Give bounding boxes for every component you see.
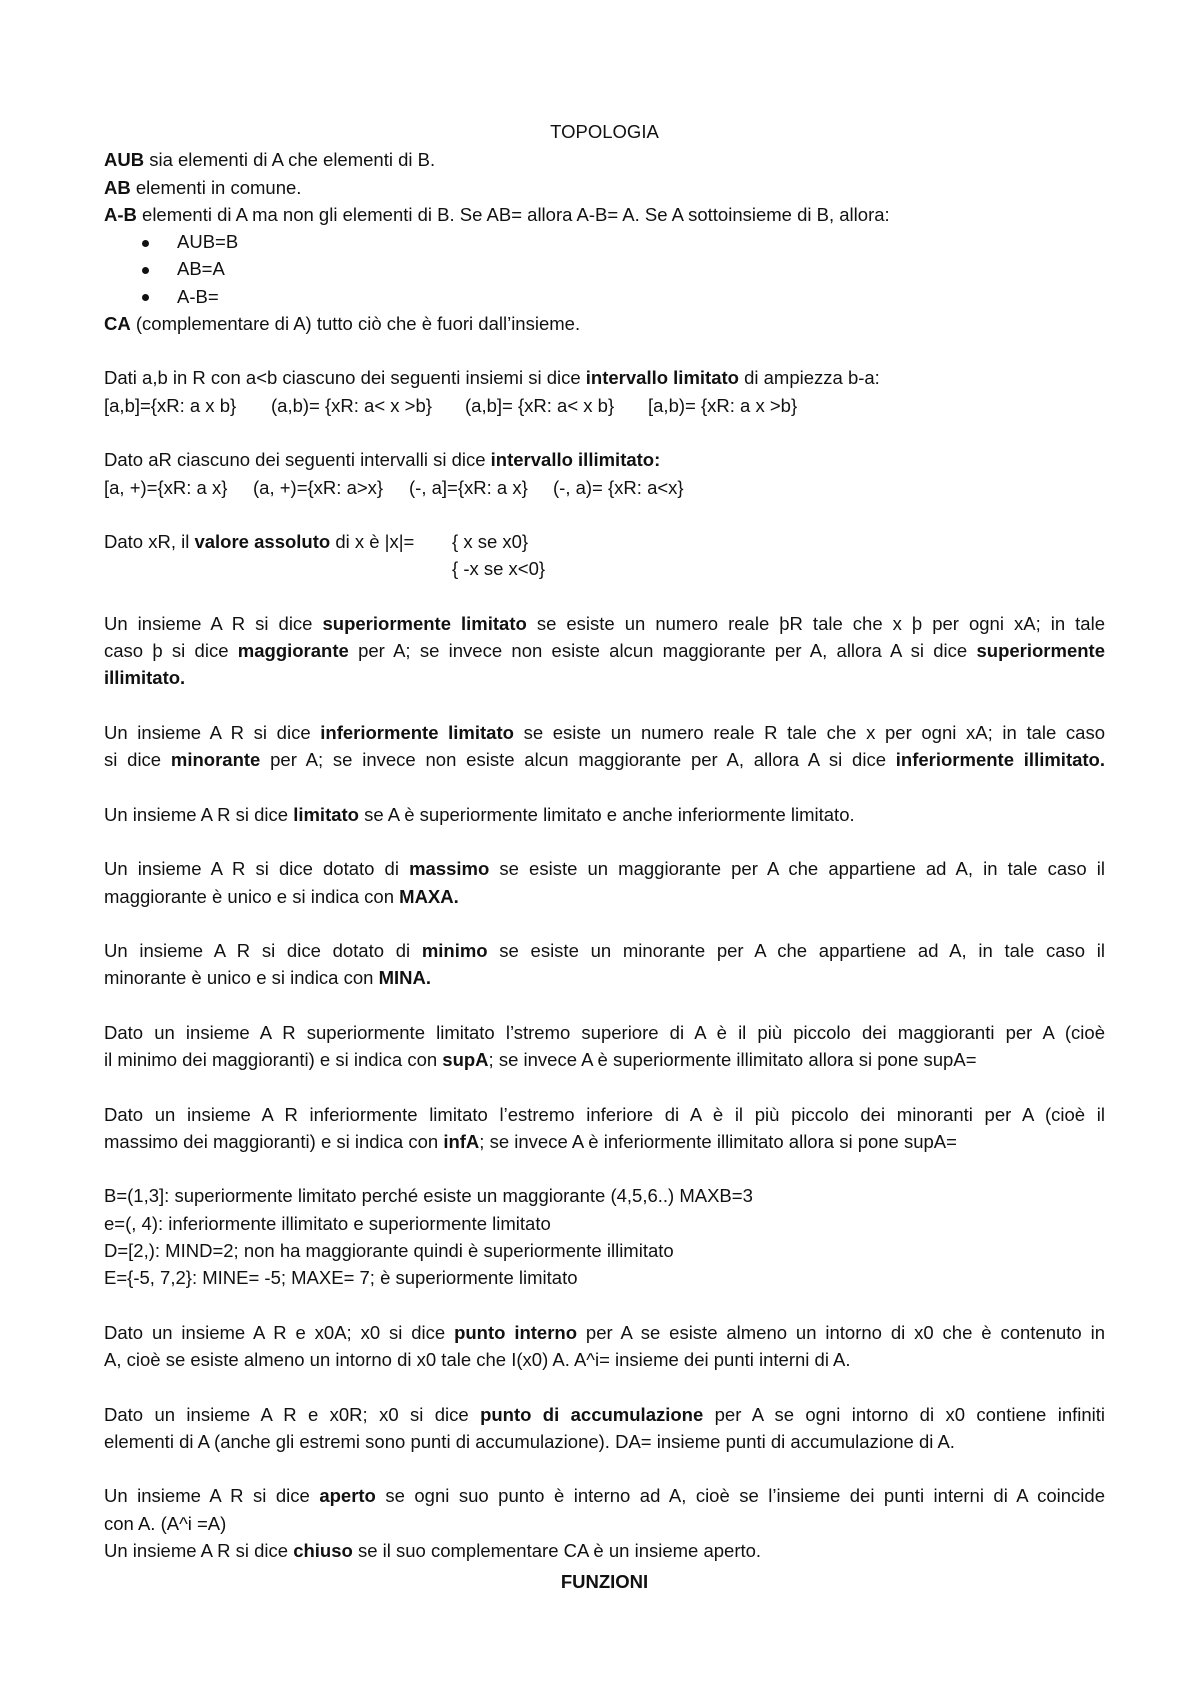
defined-term: illimitato.	[104, 667, 186, 689]
subset-rule-text: A-B=	[177, 285, 219, 307]
defined-term: valore assoluto	[194, 531, 331, 553]
definition-text: Un insieme A R si dice	[104, 612, 323, 634]
supremum-line	[104, 1046, 1105, 1073]
definition-text: Un insieme A R si dice dotato di	[104, 940, 422, 962]
interval-formula: (a,b]= {xR: a< x b}	[465, 394, 615, 416]
example-line: E={-5, 7,2}: MINE= -5; MAXE= 7; è superiormente limitato	[104, 1267, 578, 1289]
definition-text: per A se ogni intorno di x0 contiene infiniti	[703, 1403, 1106, 1425]
paragraph-spacer	[104, 1292, 1105, 1319]
bounded-intervals-intro	[104, 364, 1105, 391]
bullet-icon	[142, 240, 149, 247]
lower-bounded-line	[104, 719, 1105, 746]
maximum-line	[104, 855, 1105, 882]
interval-formula: (-, a]={xR: a x}	[409, 476, 528, 498]
example-line: D=[2,): MIND=2; non ha maggiorante quindi è superiormente illimitato	[104, 1239, 674, 1261]
definition-text: si dice	[104, 749, 171, 771]
maximum-line	[104, 883, 1105, 910]
paragraph-spacer	[104, 1155, 1105, 1182]
definition-text: il minimo dei maggioranti) e si indica con	[104, 1049, 443, 1071]
definition-text: di ampiezza b-a:	[738, 367, 880, 389]
bounded-line	[104, 801, 1105, 828]
defined-term: infA	[443, 1130, 480, 1152]
set-difference-line	[104, 201, 1105, 228]
interval-formula: (a, +)={xR: a>x}	[253, 476, 384, 498]
interior-point-line: A, cioè se esiste almeno un intorno di x0 tale che I(x0) A. A^i= insieme dei punti interni di A.	[104, 1349, 851, 1371]
subset-rule-text: AUB=B	[177, 231, 239, 253]
definition-text: massimo dei maggioranti) e si indica con	[104, 1130, 444, 1152]
bounded-intervals-formulas	[104, 392, 1105, 419]
minimum-line	[104, 937, 1105, 964]
definition-text: se esiste un numero reale R tale che x per ogni xA; in tale caso	[513, 721, 1106, 743]
defined-term: superiormente limitato	[322, 612, 527, 634]
definition-text: Un insieme A R si dice	[104, 1485, 320, 1507]
defined-term: punto di accumulazione	[480, 1403, 704, 1425]
interval-formula: [a,b)= {xR: a x >b}	[648, 394, 798, 416]
defined-term: supA	[442, 1049, 489, 1071]
open-set-line: con A. (A^i =A)	[104, 1512, 227, 1534]
bullet-icon	[142, 294, 149, 301]
definition-text: se esiste un minorante per A che appartiene ad A, in tale caso il	[487, 940, 1105, 962]
defined-term: punto interno	[454, 1321, 578, 1343]
paragraph-spacer	[104, 828, 1105, 855]
unbounded-intervals-formulas	[104, 474, 1105, 501]
paragraph-spacer	[104, 583, 1105, 610]
definition-text: Dati a,b in R con a<b ciascuno dei seguenti insiemi si dice	[104, 367, 586, 389]
upper-bounded-line	[104, 637, 1105, 664]
lower-bounded-line	[104, 746, 1105, 773]
absolute-value-case-line	[104, 555, 1105, 582]
defined-term: inferiormente illimitato.	[895, 749, 1105, 771]
subset-rule-item	[104, 283, 1105, 310]
definition-text: se A è superiormente limitato e anche inferiormente limitato.	[358, 803, 855, 825]
paragraph-spacer	[104, 1373, 1105, 1400]
paragraph-spacer	[104, 692, 1105, 719]
paragraph-spacer	[104, 501, 1105, 528]
defined-term: maggiorante	[237, 640, 349, 662]
absolute-value-case-negative: { -x se x<0}	[452, 558, 546, 580]
supremum-line	[104, 1019, 1105, 1046]
definition-text: maggiorante è unico e si indica con	[104, 885, 400, 907]
defined-term: intervallo illimitato:	[490, 449, 661, 471]
infimum-line	[104, 1101, 1105, 1128]
example-line: e=(, 4): inferiormente illimitato e superiormente limitato	[104, 1212, 551, 1234]
next-section-title: FUNZIONI	[560, 1570, 649, 1592]
defined-term: intervallo limitato	[585, 367, 739, 389]
definition-text: Dato xR, il	[104, 531, 195, 553]
accumulation-point-line	[104, 1401, 1105, 1428]
open-set-line	[104, 1482, 1105, 1509]
definition-text: Un insieme A R si dice	[104, 803, 294, 825]
upper-bounded-line	[104, 610, 1105, 637]
defined-term: chiuso	[293, 1539, 353, 1561]
document-body	[104, 118, 1105, 1595]
set-complement-line	[104, 310, 1105, 337]
paragraph-spacer	[104, 992, 1105, 1019]
subset-rule-item	[104, 255, 1105, 282]
paragraph-spacer	[104, 1073, 1105, 1100]
defined-term: MAXA.	[399, 885, 459, 907]
paragraph-spacer	[104, 419, 1105, 446]
definition-text: (complementare di A) tutto ciò che è fuori dall’insieme.	[130, 312, 581, 334]
paragraph-spacer	[104, 337, 1105, 364]
paragraph-spacer	[104, 910, 1105, 937]
definition-text: Un insieme A R si dice	[104, 1539, 294, 1561]
defined-term: AUB	[104, 149, 145, 171]
definition-text: Un insieme A R si dice	[104, 721, 321, 743]
interval-formula: (-, a)= {xR: a<x}	[553, 476, 684, 498]
defined-term: MINA.	[378, 967, 431, 989]
paragraph-spacer	[104, 773, 1105, 800]
absolute-value-line	[104, 528, 1105, 555]
interior-point-line	[104, 1319, 1105, 1346]
example-line: B=(1,3]: superiormente limitato perché esiste un maggiorante (4,5,6..) MAXB=3	[104, 1185, 753, 1207]
defined-term: massimo	[409, 858, 490, 880]
defined-term: CA	[104, 312, 131, 334]
unbounded-intervals-intro	[104, 446, 1105, 473]
minimum-line	[104, 964, 1105, 991]
set-union-line	[104, 146, 1105, 173]
infimum-line	[104, 1128, 1105, 1155]
defined-term: minorante	[170, 749, 261, 771]
definition-text: Dato aR ciascuno dei seguenti intervalli si dice	[104, 449, 491, 471]
definition-text: se ogni suo punto è interno ad A, cioè se l’insieme dei punti interni di A coincide	[375, 1485, 1105, 1507]
set-intersection-line	[104, 174, 1105, 201]
definition-text: minorante è unico e si indica con	[104, 967, 379, 989]
interval-formula: [a, +)={xR: a x}	[104, 476, 228, 498]
definition-text: per A; se invece non esiste alcun maggiorante per A, allora A si dice	[260, 749, 896, 771]
defined-term: aperto	[319, 1485, 376, 1507]
definition-text: ; se invece A è superiormente illimitato allora si pone supA=	[488, 1049, 977, 1071]
absolute-value-case-positive: { x se x0}	[452, 531, 529, 553]
defined-term: A-B	[104, 203, 137, 225]
defined-term: minimo	[421, 940, 488, 962]
definition-text: Dato un insieme A R e x0R; x0 si dice	[104, 1403, 481, 1425]
definition-text: Dato un insieme A R e x0A; x0 si dice	[104, 1321, 455, 1343]
defined-term: limitato	[293, 803, 359, 825]
bullet-icon	[142, 267, 149, 274]
definition-text: Dato un insieme A R superiormente limitato l’stremo superiore di A è il più piccolo dei maggioranti per A (cioè	[104, 1021, 1105, 1043]
definition-text: Dato un insieme A R inferiormente limitato l’estremo inferiore di A è il più piccolo dei minoranti per A (cioè il	[104, 1103, 1105, 1125]
defined-term: inferiormente limitato	[320, 721, 514, 743]
paragraph-spacer	[104, 1455, 1105, 1482]
closed-set-line	[104, 1537, 1105, 1564]
definition-text: elementi in comune.	[130, 176, 302, 198]
definition-text: caso þ si dice	[104, 640, 238, 662]
definition-text: se il suo complementare CA è un insieme aperto.	[352, 1539, 762, 1561]
definition-text: se esiste un maggiorante per A che appartiene ad A, in tale caso il	[489, 858, 1105, 880]
upper-bounded-line	[104, 664, 1105, 691]
defined-term: AB	[104, 176, 131, 198]
definition-text: di x è |x|=	[330, 531, 415, 553]
definition-text: se esiste un numero reale þR tale che x þ per ogni xA; in tale	[526, 612, 1105, 634]
interval-formula: (a,b)= {xR: a< x >b}	[271, 394, 432, 416]
definition-text: Un insieme A R si dice dotato di	[104, 858, 410, 880]
interval-formula: [a,b]={xR: a x b}	[104, 394, 237, 416]
accumulation-point-line: elementi di A (anche gli estremi sono punti di accumulazione). DA= insieme punti di accumulazione di A.	[104, 1430, 955, 1452]
page-title: TOPOLOGIA	[550, 121, 659, 142]
definition-text: elementi di A ma non gli elementi di B. Se AB= allora A-B= A. Se A sottoinsieme di B, allora:	[136, 203, 890, 225]
subset-rule-item	[104, 228, 1105, 255]
definition-text: per A; se invece non esiste alcun maggiorante per A, allora A si dice	[348, 640, 977, 662]
defined-term: superiormente	[976, 640, 1105, 662]
definition-text: sia elementi di A che elementi di B.	[144, 149, 436, 171]
definition-text: ; se invece A è inferiormente illimitato allora si pone supA=	[479, 1130, 957, 1152]
subset-rule-text: AB=A	[177, 258, 225, 280]
definition-text: per A se esiste almeno un intorno di x0 che è contenuto in	[577, 1321, 1105, 1343]
